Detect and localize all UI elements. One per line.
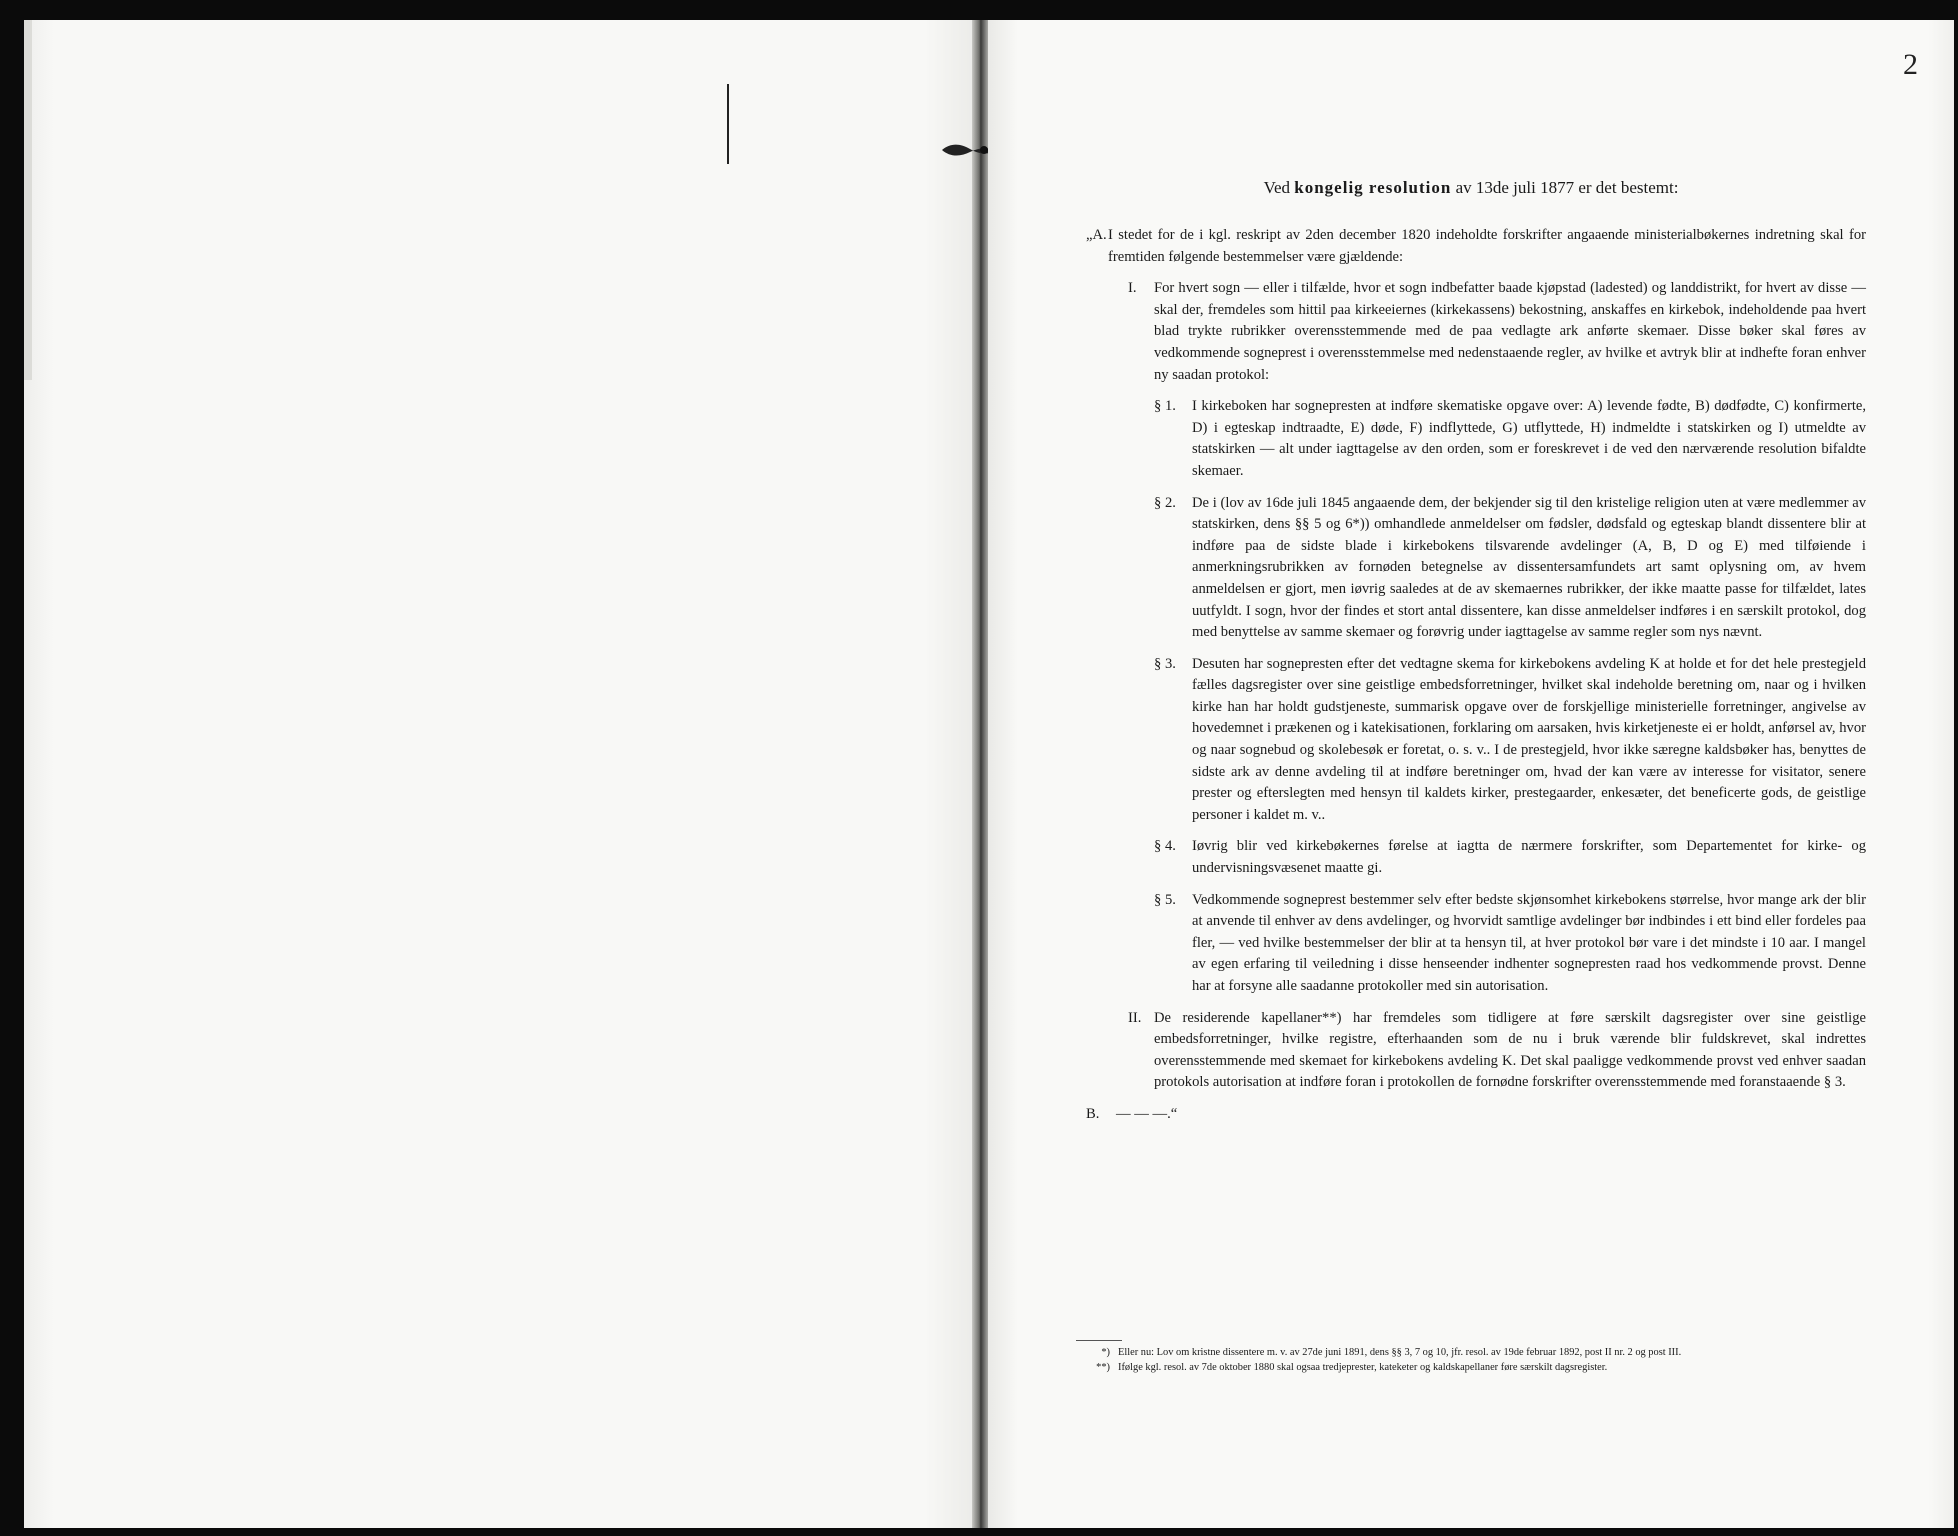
footnote-mark: *) [1101, 1347, 1110, 1358]
footnote-1 [1076, 1346, 1866, 1360]
section-label: B. [1086, 1105, 1100, 1122]
title-bold: kongelig resolution [1294, 178, 1452, 197]
section-B [1086, 1104, 1866, 1126]
footnote-rule [1076, 1340, 1122, 1341]
section-text: De i (lov av 16de juli 1845 angaaende dem, der bekjender sig til den kristelige religion uten at være medlemmer av statskirken, dens §§ 5 og 6*)) omhandlede anmeldelser om fødsler, dødsfald og egteskap blandt dissentere blir at indføre paa de sidste blade i kirkebokens tilsvarende avdelinger (A, B, D og E) med tilføiende i anmerkningsrubrikken av fornøden betegnelse av dissentersamfundets art samt oplysning om, av hvem anmeldelsen er gjort, men iøvrig saaledes at de av skemaernes rubrikker, der ikke maatte passe for tilfældet, lates uutfyldt. I sogn, hvor der findes et stort antal dissentere, kan disse anmeldelser indføres i en særskilt protokol, dog med benyttelse av samme skemaer og forøvrig under iagttagelse av samme regler som nys nævnt. [1192, 494, 1866, 641]
section-text: Iøvrig blir ved kirkebøkernes førelse at iagtta de nærmere forskrifter, som Departementet for kirke- og undervisningsvæsenet maatte gi. [1192, 838, 1866, 877]
paragraph-1 [1154, 396, 1866, 482]
resolution-body [1086, 225, 1866, 1136]
footnote-text: Eller nu: Lov om kristne dissentere m. v. av 27de juni 1891, dens §§ 3, 7 og 10, jfr. resol. av 19de februar 1892, post II nr. 2 og post III. [1118, 1347, 1682, 1358]
paragraph-2 [1154, 493, 1866, 644]
section-II [1128, 1008, 1866, 1094]
section-text: Vedkommende sogneprest bestemmer selv efter bedste skjønsomhet kirkebokens størrelse, hvor mange ark der blir at anvende til enhver av dens avdelinger, og hvorvidt samtlige avdelinger bør indbindes i ett bind eller fordeles paa fler, — ved hvilke bestemmelser der blir at ta hensyn til, at hver protokol bør vare i det mindste i 10 aar. I mangel av egen erfaring til veiledning i disse henseender indhenter sognepresten raad hos vedkommende provst. Denne har at forsyne alle saadanne protokoller med sin autorisation. [1192, 891, 1866, 994]
footnote-text: Ifølge kgl. resol. av 7de oktober 1880 skal ogsaa tredjeprester, kateketer og kaldskapellaner føre særskilt dagsregister. [1118, 1362, 1608, 1373]
section-text: I stedet for de i kgl. reskript av 2den december 1820 indeholdte forskrifter angaaende ministerialbøkernes indretning skal for fremtiden følgende bestemmelser være gjældende: [1108, 227, 1866, 265]
paragraph-4 [1154, 836, 1866, 879]
section-label: § 4. [1154, 838, 1176, 855]
section-text: Desuten har sognepresten efter det vedtagne skema for kirkebokens avdeling K at holde et for det hele prestegjeld fælles dagsregister over sine geistlige embedsforretninger, hvilket skal indeholde beretning om, naar og i hvilken kirke han har holdt gudstjeneste, summarisk opgave over de forskjellige ministerielle forretninger, angivelse av hovedemnet i prækenen og i katekisationen, forklaring om aarsaken, hvis kirketjeneste ei er holdt, anførsel av, hvor og naar sognebud og skolebesøk er foretat, o. s. v.. I de prestegjeld, hvor ikke særegne kaldsbøker has, benyttes de sidste ark av denne avdeling til at indføre beretninger om, hvad der kan være av interesse for visitator, senere prester og efterslegten med hensyn til kaldets kirker, prestegaarder, enkesæter, det beneficerte gods, de geistlige personer i kaldet m. v.. [1192, 655, 1866, 823]
section-label: „A. [1086, 227, 1107, 243]
section-text: For hvert sogn — eller i tilfælde, hvor et sogn indbefatter baade kjøpstad (ladested) og landdistrikt, for hvert av disse — skal der, fremdeles som hittil paa kirkeeiernes (kirkekassens) bekostning, anskaffes en kirkebok, indeholdende paa hvert blad trykte rubrikker overensstemmende med de paa vedlagte ark anførte skemaer. Disse bøker skal føres av vedkommende sogneprest i overensstemmelse med nedenstaaende regler, av hvilke et avtryk blir at indhefte foran enhver ny saadan protokol: [1154, 280, 1866, 383]
section-text: De residerende kapellaner**) har fremdeles som tidligere at føre særskilt dagsregister over sine geistlige embedsforretninger, hvilke registre, efterhaanden som de nu i bruk værende blir fuldskrevet, skal indrettes overensstemmende med skemaet for kirkebokens avdeling K. Det skal paaligge vedkommende provst ved enhver saadan protokols autorisation at indføre foran i protokollen de fornødne forskrifter overensstemmende med foranstaaende § 3. [1154, 1009, 1866, 1091]
paragraph-3 [1154, 654, 1866, 827]
page-number: 2 [1903, 48, 1918, 81]
section-text: I kirkeboken har sognepresten at indføre skematiske opgave over: A) levende fødte, B) dødfødte, C) konfirmerte, D) i egteskap indtraadte, E) døde, F) indflyttede, G) utflyttede, H) indmeldte i statskirken og I) utmeldte av statskirken — alt under iagttagelse av den orden, som er foreskrevet i de ved den nærværende resolution bifaldte skemaer. [1192, 398, 1866, 479]
footnote-mark: **) [1096, 1362, 1110, 1373]
paragraph-5 [1154, 890, 1866, 998]
title-post: av 13de juli 1877 er det bestemt: [1451, 178, 1679, 197]
title-pre: Ved [1263, 178, 1295, 197]
section-label: I. [1128, 280, 1137, 297]
document-title [988, 178, 1954, 198]
footnotes [1076, 1346, 1866, 1376]
left-page-mark [727, 84, 729, 164]
section-label: § 2. [1154, 494, 1176, 511]
section-label: § 5. [1154, 891, 1176, 908]
section-label: § 1. [1154, 398, 1176, 415]
left-page-blank [24, 20, 972, 1528]
right-page [988, 20, 1954, 1528]
section-label: § 3. [1154, 655, 1176, 672]
footnote-2 [1076, 1361, 1866, 1375]
section-A [1086, 225, 1866, 268]
section-label: II. [1128, 1009, 1142, 1026]
section-I [1128, 278, 1866, 386]
book-spine [972, 20, 988, 1528]
left-page-edge [24, 20, 32, 380]
section-text: — — —.“ [1116, 1105, 1178, 1122]
